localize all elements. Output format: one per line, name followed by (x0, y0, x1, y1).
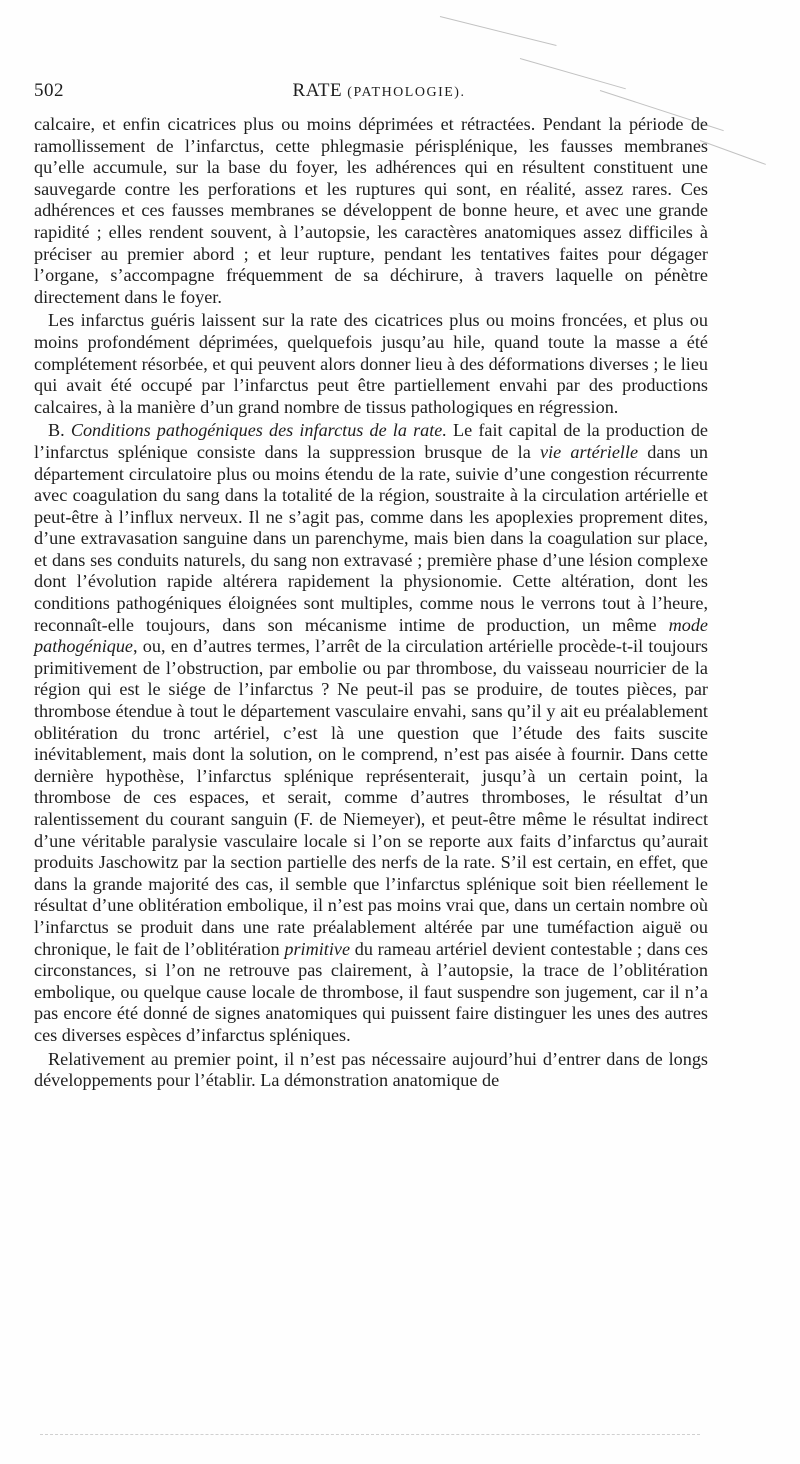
text-run: , ou, en d’autres termes, l’arrêt de la circulation artérielle procède-t-il toujours primitivement de l’obstruction, par embolie ou par thrombose, du vaisseau nourricier de la région qui est le siége de l’infarctus ? Ne peut-il pas se produire, de toutes pièces, par thrombose étendue à tout le département vasculaire envahi, sans qu’il y ait eu préalablement oblitération du tronc artériel, c’est là une question que l’étude des faits suscite inévitablement, mais dont la solution, on le comprend, n’est pas aisée à fournir. Dans cette dernière hypothèse, l’infarctus splénique représenterait, jusqu’à un certain point, la thrombose de ces espaces, et serait, comme d’autres thromboses, le résultat d’un ralentissement du courant sanguin (F. de Niemeyer), et peut-être même le résultat indirect d’une véritable paralysie vasculaire locale si l’on se reporte aux faits d’infarctus qu’aurait produits Jaschowitz par la section partielle des nerfs de la rate. S’il est certain, en effet, que dans la grande majorité des cas, il semble que l’infarctus splénique soit bien réellement le résultat d’une oblitération embolique, il n’est pas moins vrai que, dans un certain nombre où l’infarctus se produit dans une rate préalablement altérée par une tuméfaction aiguë ou chronique, le fait de l’oblitération (34, 636, 708, 959)
text-run: Les infarctus guéris laissent sur la rate des cicatrices plus ou moins froncées, et plus ou moins profondément déprimées, quelquefois jusqu’au hile, quand toute la masse a été complétement résorbée, et qui peuvent alors donner lieu à des déformations diverses ; le lieu qui avait été occupé par l’infarctus peut être partiellement envahi par des productions calcaires, à la manière d’un grand nombre de tissus pathologiques en régression. (34, 310, 708, 417)
text-run: calcaire, et enfin cicatrices plus ou moins déprimées et rétractées. Pendant la période de ramollissement de l’infarctus, cette phlegmasie périsplénique, les fausses membranes qu’elle accumule, sur la base du foyer, les adhérences qui en résultent constituent une sauvegarde contre les perforations et les ruptures qui sont, en réalité, assez rares. Ces adhérences et ces fausses membranes se développent de bonne heure, et avec une grande rapidité ; elles rendent souvent, à l’autopsie, les caractères anatomiques assez difficiles à préciser au premier abord ; et leur rupture, pendant les tentatives faites pour dégager l’organe, s’accompagne fréquemment de sa déchirure, à travers laquelle on pénètre directement dans le foyer. (34, 114, 708, 307)
running-head (34, 80, 724, 106)
text-run: du rameau artériel devient contestable ; dans ces circonstances, si l’on ne retrouve pas clairement, à l’autopsie, la trace de l’oblitération embolique, ou quelque cause locale de thrombose, il faut suspendre son jugement, car il n’a pas encore été donné de signes anatomiques qui puissent faire distinguer les unes des autres ces diverses espèces d’infarctus spléniques. (34, 938, 708, 1045)
running-title-section: (PATHOLOGIE). (347, 85, 466, 100)
text-run: dans un département circulatoire plus ou moins étendu de la rate, suivie d’une congestion récurrente avec coagulation du sang dans la totalité de la région, soustraite à la circulation artérielle et peut-être à l’influx nerveux. Il ne s’agit pas, comme dans les apoplexies proprement dites, d’une extravasation sanguine dans un parenchyme, mais bien dans la coagulation sur place, et dans ses conduits naturels, du sang non extravasé ; première phase d’une lésion complexe dont l’évolution rapide altérera rapidement la physionomie. Cette altération, dont les conditions pathogéniques éloignées sont multiples, comme nous le verrons tout à l’heure, reconnaît-elle toujours, dans son mécanisme intime de production, un même (34, 441, 708, 635)
paragraph (34, 1049, 708, 1092)
italic-phrase: primitive (284, 938, 351, 959)
running-title (34, 80, 724, 102)
paragraph (34, 420, 708, 1046)
text-run: Relativement au premier point, il n’est pas nécessaire aujourd’hui d’entrer dans de longs développements pour l’établir. La démonstration anatomique de (34, 1048, 708, 1091)
italic-phrase: Conditions pathogéniques des infarctus de la rate. (70, 420, 447, 441)
italic-phrase: mode pathogénique (34, 614, 708, 657)
body-text (34, 114, 708, 1094)
scan-artifact (700, 140, 766, 165)
running-title-main: RATE (292, 80, 343, 101)
footer-scan-artifact (40, 1430, 700, 1435)
text-run: B. (48, 420, 71, 441)
page-number: 502 (34, 80, 64, 101)
text-run: Le fait capital de la production de l’infarctus splénique consiste dans la suppression brusque de la (34, 420, 708, 462)
paragraph (34, 114, 708, 308)
italic-phrase: vie artérielle (540, 441, 639, 462)
scan-artifact (440, 16, 557, 46)
paragraph (34, 310, 708, 418)
